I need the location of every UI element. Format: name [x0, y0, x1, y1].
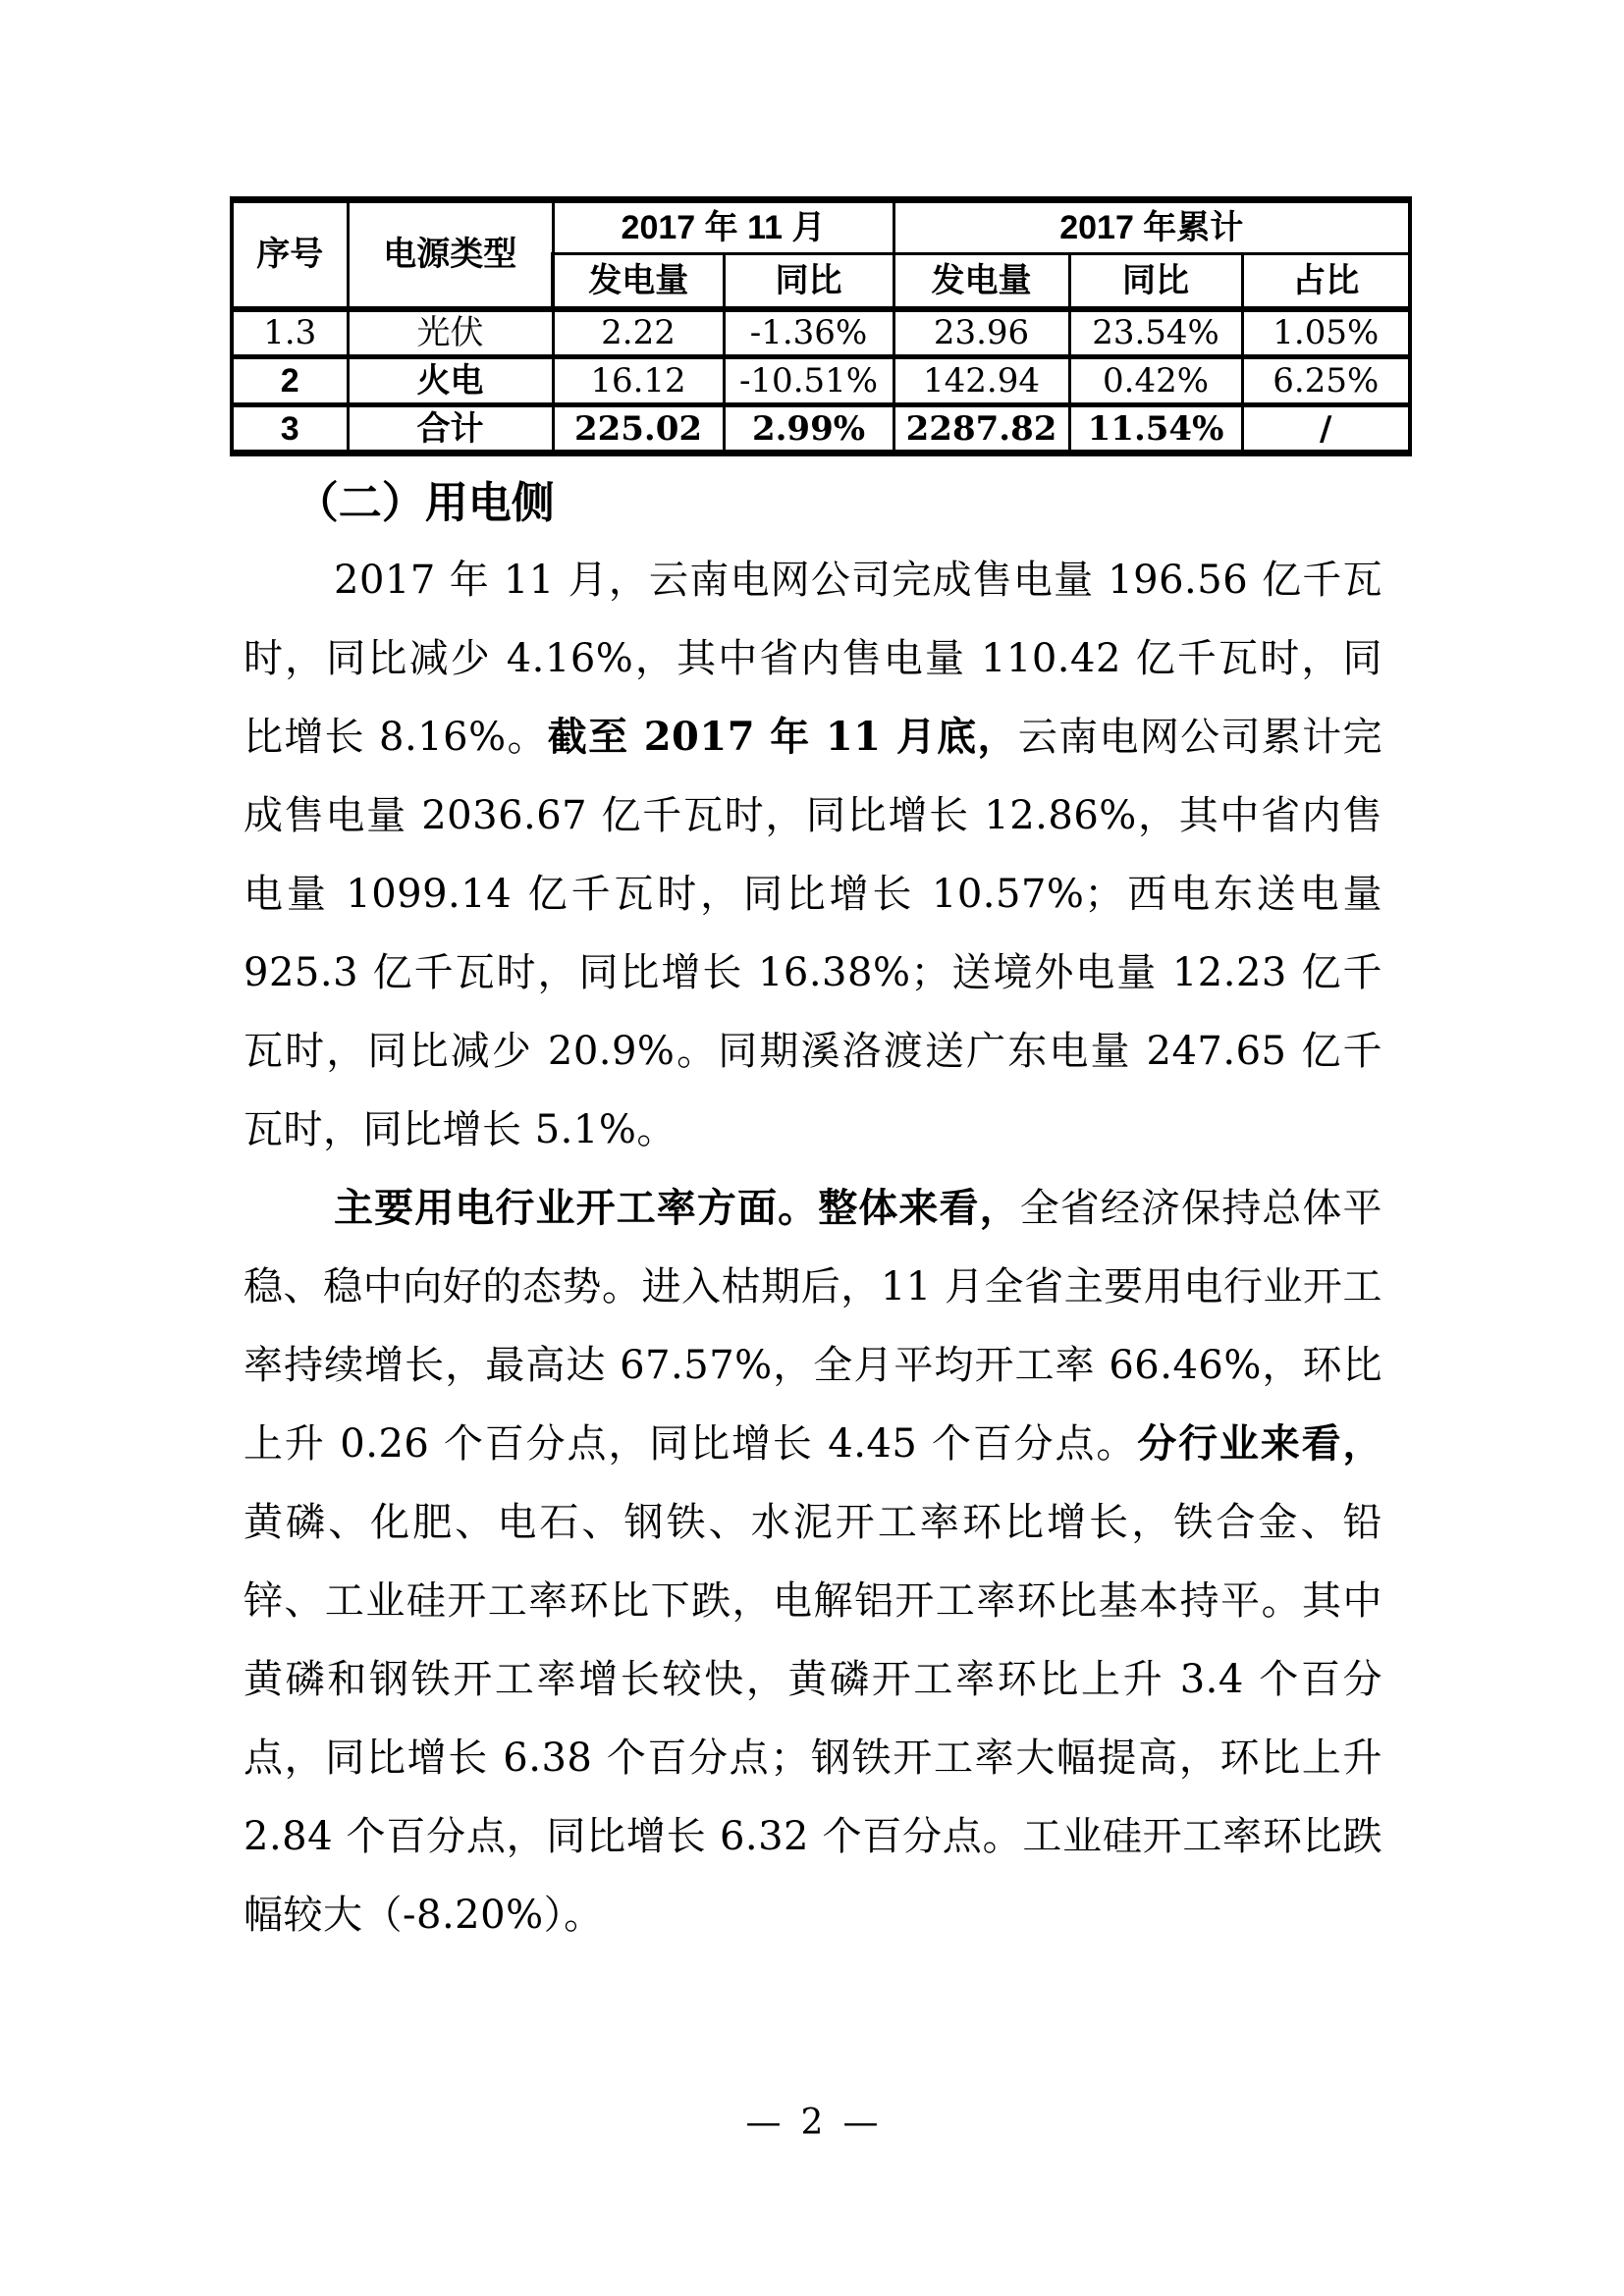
- header-group-cumulative: 2017 年累计: [893, 200, 1410, 254]
- cell-yoy-month: -1.36%: [724, 309, 893, 357]
- text-segment: 黄磷、化肥、电石、钢铁、水泥开工率环比增长，铁合金、铅锌、工业硅开工率环比下跌，电解铝开工率环比基本持平。其中黄磷和钢铁开工率增长较快，黄磷开工率环比上升 3.4 个百分点，同比增长 6.38 个百分点；钢铁开工率大幅提高，环比上升 2.84 个百分点，同比增长 6.32 个百分点。工业硅开工率环比跌幅较大（-8.20%）。: [244, 1500, 1382, 1938]
- paragraph-industry-operating-rate: [244, 1169, 1382, 1954]
- cell-generation-cumulative: 2287.82: [893, 405, 1069, 454]
- page-number-dash-left: —: [745, 2103, 782, 2143]
- table-row-thermal: [232, 357, 1410, 405]
- table-row-total: [232, 405, 1410, 454]
- page-number: 2: [800, 2103, 824, 2143]
- cell-seq: 2: [232, 357, 348, 405]
- header-source-type: 电源类型: [348, 200, 553, 309]
- header-yoy-cumulative: 同比: [1069, 254, 1242, 309]
- text-segment-bold: 分行业来看，: [1137, 1420, 1383, 1467]
- cell-yoy-cumulative: 11.54%: [1069, 405, 1242, 454]
- text-segment: 云南电网公司累计完成售电量 2036.67 亿千瓦时，同比增长 12.86%，其中省内售电量 1099.14 亿千瓦时，同比增长 10.57%；西电东送电量 925.3 亿千瓦时，同比增长 16.38%；送境外电量 12.23 亿千瓦时，同比减少 20.9%。同期溪洛渡送广东电量 247.65 亿千瓦时，同比增长 5.1%。: [244, 715, 1382, 1152]
- header-share: 占比: [1242, 254, 1410, 309]
- cell-yoy-month: -10.51%: [724, 357, 893, 405]
- page-number-dash-right: —: [842, 2103, 879, 2143]
- text-segment: 全省经济保持总体平稳、稳中向好的态势。进入枯期后，11 月全省主要用电行业开工率持续增长，最高达 67.57%，全月平均开工率 66.46%，环比上升 0.26 个百分点，同比增长 4.45 个百分点。: [244, 1186, 1383, 1467]
- table-row-solar: [232, 309, 1410, 357]
- header-seq: 序号: [232, 200, 348, 309]
- section-heading: （二）用电侧: [295, 479, 555, 527]
- cell-yoy-cumulative: 23.54%: [1069, 309, 1242, 357]
- cell-share: 6.25%: [1242, 357, 1410, 405]
- paragraph-electricity-sales: [244, 541, 1382, 1169]
- cell-yoy-month: 2.99%: [724, 405, 893, 454]
- header-generation-month: 发电量: [553, 254, 724, 309]
- cell-source-type: 合计: [348, 405, 553, 454]
- page-footer: [0, 2103, 1624, 2143]
- cell-generation-cumulative: 23.96: [893, 309, 1069, 357]
- cell-generation-cumulative: 142.94: [893, 357, 1069, 405]
- cell-share: /: [1242, 405, 1410, 454]
- cell-generation-month: 2.22: [553, 309, 724, 357]
- cell-generation-month: 225.02: [553, 405, 724, 454]
- cell-yoy-cumulative: 0.42%: [1069, 357, 1242, 405]
- power-generation-table: [230, 196, 1412, 456]
- text-segment-bold: 截至 2017 年 11 月底，: [547, 714, 1018, 760]
- table-header-row-groups: [232, 200, 1410, 254]
- cell-seq: 1.3: [232, 309, 348, 357]
- header-group-month: 2017 年 11 月: [553, 200, 893, 254]
- header-yoy-month: 同比: [724, 254, 893, 309]
- body-text-column: [244, 472, 1382, 1954]
- cell-generation-month: 16.12: [553, 357, 724, 405]
- text-segment-bold: 主要用电行业开工率方面。整体来看，: [334, 1185, 1020, 1231]
- text-segment: 2017 年 11 月，云南电网公司完成售电量 196.56 亿千瓦时，同比减少 4.16%，其中省内售电量 110.42 亿千瓦时，同比增长 8.16%。: [244, 558, 1382, 760]
- cell-source-type: 火电: [348, 357, 553, 405]
- header-generation-cumulative: 发电量: [893, 254, 1069, 309]
- cell-source-type: 光伏: [348, 309, 553, 357]
- cell-seq: 3: [232, 405, 348, 454]
- cell-share: 1.05%: [1242, 309, 1410, 357]
